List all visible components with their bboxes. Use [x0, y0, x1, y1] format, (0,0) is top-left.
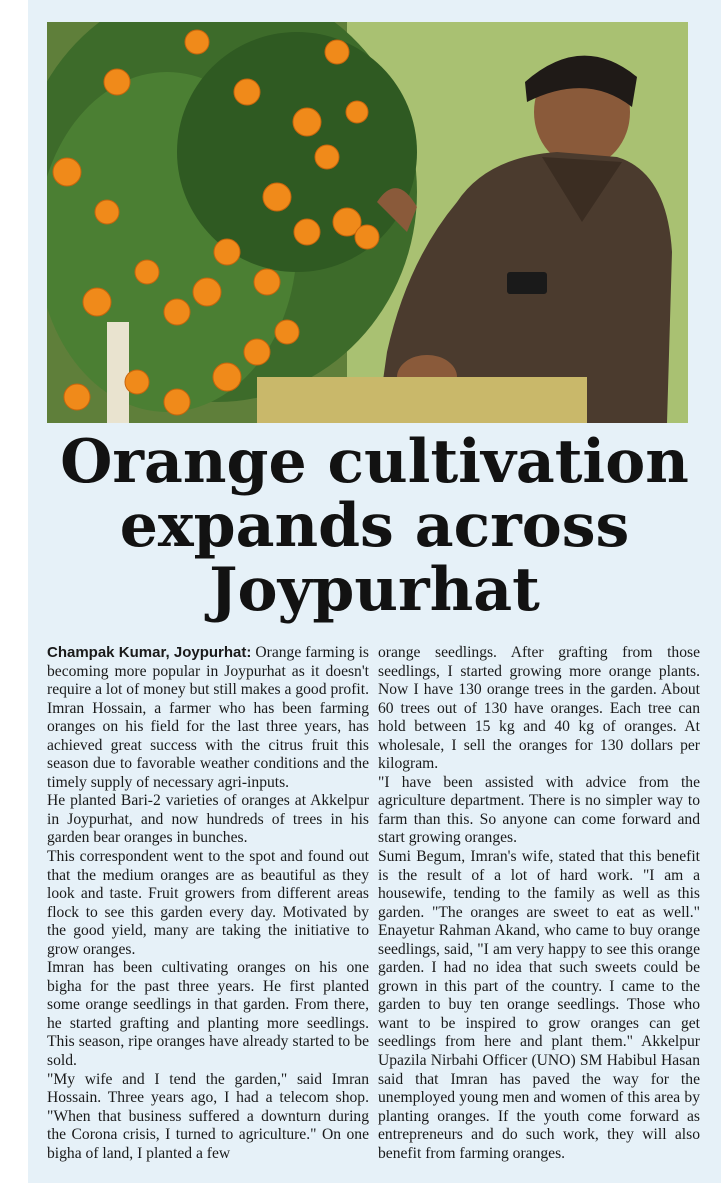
article-photo	[47, 22, 688, 423]
paragraph	[47, 644, 369, 792]
paragraph: This correspondent went to the spot and found out that the medium oranges are as beautiful as they look and taste. Fruit growers from different areas flock to see this garden every day. Motivated by the good yield, many are taking the initiative to grow oranges.	[47, 848, 369, 958]
article-column-2	[378, 644, 700, 1163]
headline-line-2: expands across	[119, 491, 630, 561]
paragraph: "My wife and I tend the garden," said Imran Hossain. Three years ago, I had a telecom shop. "When that business suffered a downturn during the Corona crisis, I turned to agriculture." On one bigha of land, I planted a few	[47, 1070, 369, 1162]
paragraph: orange seedlings. After grafting from those seedlings, I started growing more orange plants. Now I have 130 orange trees in the garden. About 60 trees out of 130 have oranges. Each tree can hold between 15 kg and 40 kg of oranges. At wholesale, I sell the oranges for 130 dollars per kilogram.	[378, 644, 700, 773]
paragraph: He planted Bari-2 varieties of oranges at Akkelpur in Joypurhat, and now hundreds of trees in his garden bear oranges in bunches.	[47, 792, 369, 847]
photo-illustration	[47, 22, 688, 423]
headline-line-1: Orange cultivation	[60, 427, 689, 497]
paragraph: Imran has been cultivating oranges on his one bigha for the past three years. He first planted some orange seedlings in that garden. From there, he started grafting and planting more seedlings. This season, ripe oranges have already started to be sold.	[47, 959, 369, 1070]
paragraph: Sumi Begum, Imran's wife, stated that this benefit is the result of a lot of hard work. "I am a housewife, tending to the family as well as this garden. "The oranges are sweet to eat as well." Enayetur Rahman Akand, who came to buy orange seedlings, said, "I am very happy to see this orange garden. I had no idea that such sweets could be grown in this part of the country. I came to the garden to buy ten orange seedlings. Those who want to be inspired to grow oranges can get seedlings from here and plant them." Akkelpur Upazila Nirbahi Officer (UNO) SM Habibul Hasan said that Imran has paved the way for the unemployed young men and women of this area by planting oranges. If the youth come forward as entrepreneurs and do such work, they will also benefit from farming oranges.	[378, 848, 700, 1162]
paragraph-text: Orange farming is becoming more popular in Joypurhat as it doesn't require a lot of money but still makes a good profit. Imran Hossain, a farmer who has been farming oranges on his field for the last three years, has achieved great success with the citrus fruit this season due to favorable weather conditions and the timely supply of necessary agri-inputs.	[47, 644, 369, 791]
byline: Champak Kumar, Joypurhat:	[47, 644, 252, 661]
paragraph: "I have been assisted with advice from the agriculture department. There is no simpler way to farm than this. So anyone can come forward and start growing oranges.	[378, 773, 700, 847]
article-column-1	[47, 644, 369, 1163]
headline	[28, 427, 721, 625]
headline-line-3: Joypurhat	[209, 555, 540, 625]
